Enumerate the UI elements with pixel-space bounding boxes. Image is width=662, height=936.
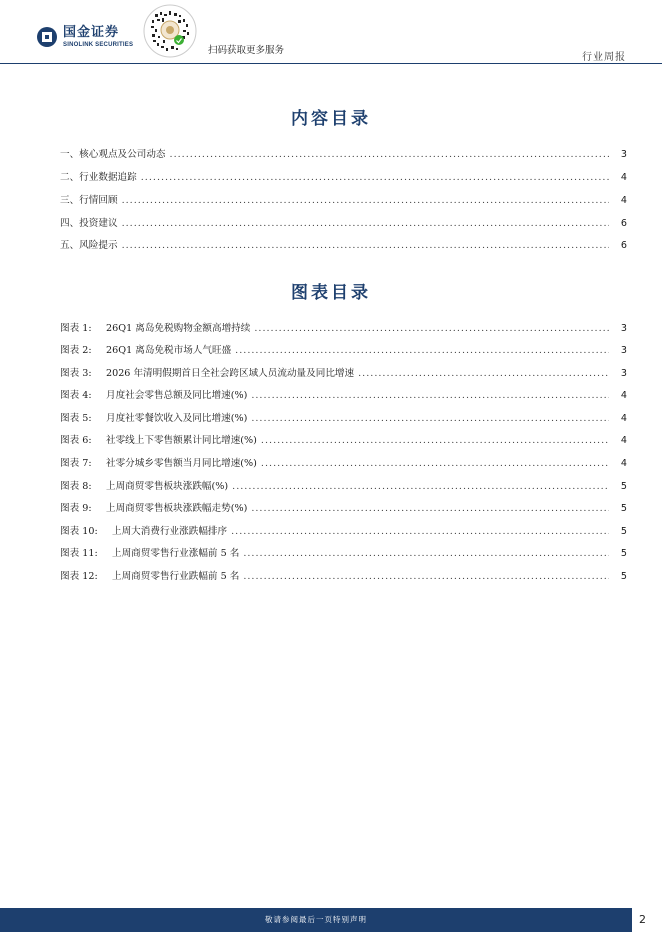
figure-number: 图表 4: <box>60 390 92 401</box>
toc-item-page: 3 <box>620 149 627 160</box>
figure-toc-item[interactable] <box>60 320 627 334</box>
figure-toc-item[interactable] <box>60 500 627 514</box>
figure-page: 4 <box>620 458 627 469</box>
toc-dot-leader <box>251 413 609 424</box>
figure-toc-item[interactable] <box>60 410 627 424</box>
company-logo <box>36 26 133 48</box>
contents-title: 内容目录 <box>291 109 371 129</box>
figure-title: 月度社零餐饮收入及同比增速(%) <box>106 413 248 424</box>
toc-dot-leader <box>235 345 609 356</box>
figure-title: 2026 年清明假期首日全社会跨区域人员流动量及同比增速 <box>106 368 355 379</box>
figure-toc-item[interactable] <box>60 342 627 356</box>
figure-title: 上周商贸零售板块涨跌幅走势(%) <box>106 503 248 514</box>
report-type-label: 行业周报 <box>582 52 626 63</box>
figure-title: 上周商贸零售板块涨跌幅(%) <box>106 481 229 492</box>
figure-number: 图表 10: <box>60 526 98 537</box>
figure-title: 社零分城乡零售额当月同比增速(%) <box>106 458 257 469</box>
toc-dot-leader <box>122 218 609 229</box>
header-divider <box>0 63 662 64</box>
figure-number: 图表 1: <box>60 323 92 334</box>
scan-hint-text: 扫码获取更多服务 <box>208 45 285 56</box>
figure-page: 4 <box>620 413 627 424</box>
figure-number: 图表 2: <box>60 345 92 356</box>
toc-item-label: 四、投资建议 <box>60 218 118 229</box>
toc-dot-leader <box>122 240 609 251</box>
figure-toc-item[interactable] <box>60 387 627 401</box>
toc-dot-leader <box>122 195 609 206</box>
toc-dot-leader <box>251 390 609 401</box>
toc-dot-leader <box>232 481 609 492</box>
figure-page: 5 <box>620 481 627 492</box>
logo-english-name: SINOLINK SECURITIES <box>63 42 134 48</box>
figure-title: 26Q1 离岛免税市场人气旺盛 <box>106 345 232 356</box>
figure-number: 图表 11: <box>60 548 98 559</box>
figure-number: 图表 6: <box>60 435 92 446</box>
figure-page: 4 <box>620 435 627 446</box>
toc-item-page: 4 <box>620 172 627 183</box>
page-header <box>0 0 662 66</box>
figure-title: 上周商贸零售行业涨幅前 5 名 <box>112 548 240 559</box>
footer-disclaimer: 敬请参阅最后一页特别声明 <box>265 915 367 924</box>
qr-code-icon[interactable] <box>143 4 197 58</box>
figure-title: 社零线上下零售额累计同比增速(%) <box>106 435 257 446</box>
figure-number: 图表 9: <box>60 503 92 514</box>
page-number: 2 <box>639 913 646 926</box>
figure-title: 26Q1 离岛免税购物金额高增持续 <box>106 323 251 334</box>
toc-dot-leader <box>251 503 609 514</box>
figure-title: 上周大消费行业涨跌幅排序 <box>112 526 228 537</box>
toc-dot-leader <box>170 149 609 160</box>
figure-number: 图表 8: <box>60 481 92 492</box>
toc-item-page: 6 <box>620 218 627 229</box>
figure-toc-item[interactable] <box>60 455 627 469</box>
figures-title: 图表目录 <box>291 283 371 303</box>
figure-toc-item[interactable] <box>60 545 627 559</box>
sinolink-logo-icon <box>36 26 58 48</box>
figure-title: 上周商贸零售行业跌幅前 5 名 <box>112 571 240 582</box>
toc-dot-leader <box>231 526 609 537</box>
figure-number: 图表 7: <box>60 458 92 469</box>
toc-dot-leader <box>243 548 609 559</box>
toc-item-label: 二、行业数据追踪 <box>60 172 137 183</box>
figure-page: 5 <box>620 526 627 537</box>
figure-title: 月度社会零售总额及同比增速(%) <box>106 390 248 401</box>
toc-dot-leader <box>261 435 609 446</box>
figure-page: 3 <box>620 323 627 334</box>
figure-number: 图表 5: <box>60 413 92 424</box>
figure-toc-item[interactable] <box>60 365 627 379</box>
figure-page: 5 <box>620 571 627 582</box>
toc-item[interactable] <box>60 215 627 229</box>
toc-item[interactable] <box>60 146 627 160</box>
toc-dot-leader <box>261 458 609 469</box>
logo-chinese-name: 国金证券 <box>63 25 120 40</box>
figure-toc-item[interactable] <box>60 432 627 446</box>
toc-dot-leader <box>243 571 609 582</box>
toc-item[interactable] <box>60 237 627 251</box>
toc-dot-leader <box>141 172 609 183</box>
figure-toc-item[interactable] <box>60 568 627 582</box>
toc-item-label: 一、核心观点及公司动态 <box>60 149 166 160</box>
toc-item-page: 6 <box>620 240 627 251</box>
toc-item[interactable] <box>60 169 627 183</box>
figure-number: 图表 3: <box>60 368 92 379</box>
figure-page: 5 <box>620 503 627 514</box>
figure-page: 4 <box>620 390 627 401</box>
figure-page: 3 <box>620 345 627 356</box>
figure-toc-item[interactable] <box>60 478 627 492</box>
figure-number: 图表 12: <box>60 571 98 582</box>
figure-toc-item[interactable] <box>60 523 627 537</box>
figure-page: 5 <box>620 548 627 559</box>
toc-dot-leader <box>254 323 609 334</box>
toc-item-label: 五、风险提示 <box>60 240 118 251</box>
toc-item[interactable] <box>60 192 627 206</box>
toc-item-label: 三、行情回顾 <box>60 195 118 206</box>
figure-page: 3 <box>620 368 627 379</box>
toc-item-page: 4 <box>620 195 627 206</box>
toc-dot-leader <box>358 368 609 379</box>
